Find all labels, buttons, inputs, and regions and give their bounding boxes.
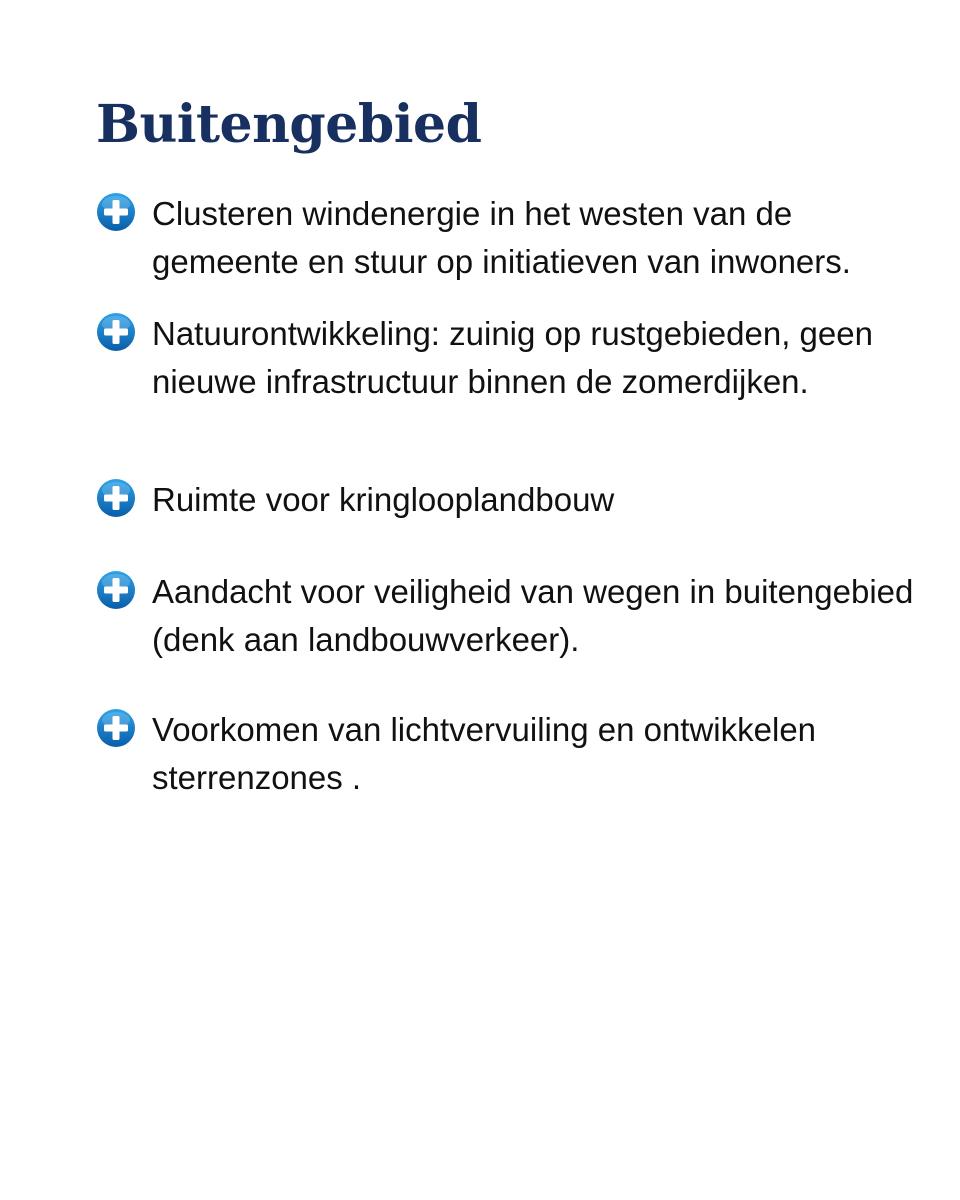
page-title: Buitengebied xyxy=(96,94,482,155)
plus-circle-icon xyxy=(96,570,136,610)
list-item-text: Aandacht voor veiligheid van wegen in buitengebied (denk aan landbouwverkeer). xyxy=(152,573,914,658)
plus-circle-icon xyxy=(96,478,136,518)
plus-circle-icon xyxy=(96,312,136,352)
list-item-text: Clusteren windenergie in het westen van de gemeente en stuur op initiatieven van inwoners. xyxy=(152,195,851,280)
list-item-text: Voorkomen van lichtvervuiling en ontwikkelen sterrenzones . xyxy=(152,711,817,796)
list-item-text: Ruimte voor kringlooplandbouw xyxy=(152,481,615,518)
list-item-text: Natuurontwikkeling: zuinig op rustgebieden, geen nieuwe infrastructuur binnen de zomerdijken. xyxy=(152,315,873,400)
plus-circle-icon xyxy=(96,708,136,748)
plus-circle-icon xyxy=(96,192,136,232)
